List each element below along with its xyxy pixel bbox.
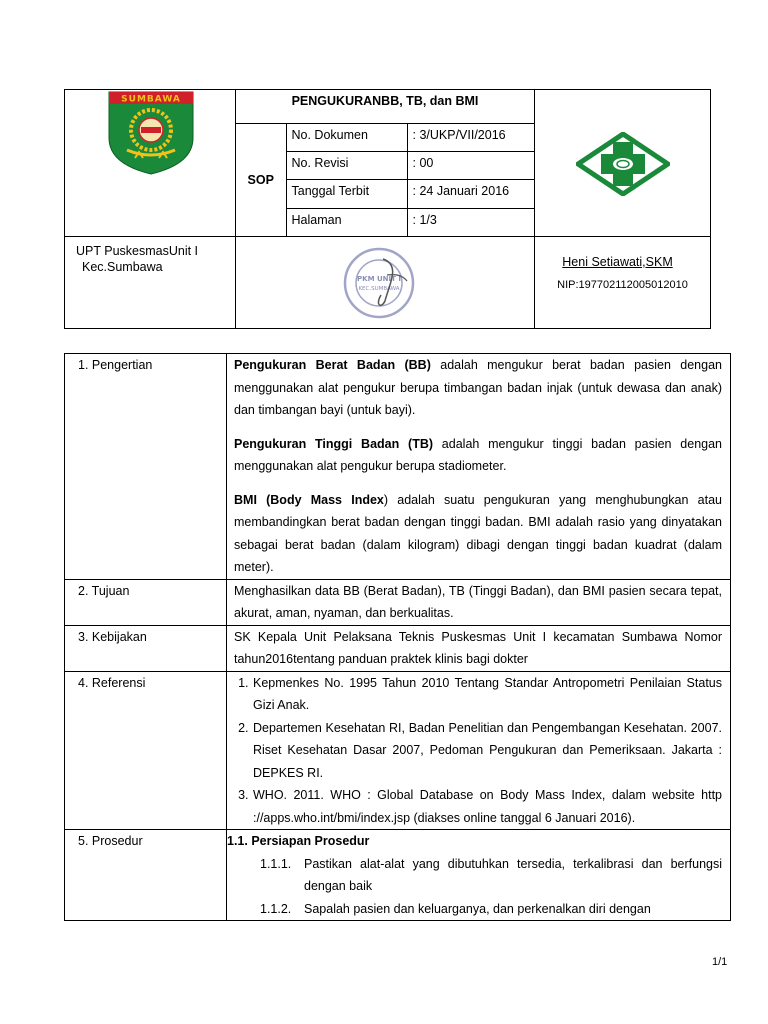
- reference-item: 3. WHO. 2011. WHO : Global Database on Body Mass Index, dalam website http ://apps.who.int/bmi/index.jsp (diakses online tanggal 6 Januari 2016).: [252, 784, 722, 829]
- definition-term: Pengukuran Tinggi Badan (TB): [234, 436, 434, 451]
- official-stamp: [331, 245, 427, 324]
- document-title: PENGUKURANBB, TB, dan BMI: [236, 90, 534, 124]
- field-value-no-revisi: : 00: [407, 152, 534, 180]
- definition-bb: [234, 354, 722, 422]
- procedure-step: [227, 853, 722, 898]
- signer-name: Heni Setiawati,SKM: [562, 255, 673, 269]
- reference-item: 2. Departemen Kesehatan RI, Badan Penelitian dan Pengembangan Kesehatan. 2007. Riset Kesehatan Dasar 2007, Pedoman Pengukuran dan Pemeriksaan. Jakarta : DEPKES RI.: [252, 717, 722, 785]
- section-tujuan: [65, 579, 731, 625]
- definition-term: Pengukuran Berat Badan (BB): [234, 358, 431, 372]
- reference-item: 1. Kepmenkes No. 1995 Tahun 2010 Tentang Standar Antropometri Penilaian Status Gizi Anak.: [252, 672, 722, 717]
- section-body: Menghasilkan data BB (Berat Badan), TB (Tinggi Badan), dan BMI pasien secara tepat, akurat, aman, nyaman, dan berkualitas.: [227, 579, 731, 625]
- section-label: 3. Kebijakan: [65, 625, 227, 671]
- sop-label: SOP: [236, 124, 286, 236]
- step-text: Pastikan alat-alat yang dibutuhkan tersedia, terkalibrasi dan berfungsi dengan baik: [304, 856, 722, 893]
- field-label-halaman: Halaman: [286, 208, 407, 236]
- definition-bmi: [234, 489, 722, 579]
- step-number: 1.1.1.: [260, 856, 292, 871]
- field-value-halaman: : 1/3: [407, 208, 534, 236]
- sop-header-table: [64, 89, 711, 329]
- sumbawa-crest-icon: [105, 90, 197, 176]
- sop-content-table: [64, 353, 736, 921]
- organization-cell: [65, 237, 236, 329]
- organization-district: Kec.Sumbawa: [82, 260, 163, 274]
- section-body: [227, 354, 731, 580]
- field-value-no-dokumen: : 3/UKP/VII/2016: [412, 128, 506, 142]
- field-value-tanggal-terbit: : 24 Januari 2016: [407, 180, 534, 208]
- signer-nip: NIP:197702112005012010: [557, 279, 688, 291]
- field-label-no-revisi: No. Revisi: [286, 152, 407, 180]
- stamp-cell: [236, 237, 535, 329]
- document-info-cell: [236, 90, 535, 237]
- page-number: 1/1: [712, 956, 728, 968]
- section-body: SK Kepala Unit Pelaksana Teknis Puskesmas Unit I kecamatan Sumbawa Nomor tahun2016tentang panduan praktek klinis bagi dokter: [227, 625, 731, 671]
- signer-cell: [535, 237, 711, 329]
- document-fields-table: [236, 124, 534, 236]
- crest-banner-text: SUMBAWA: [121, 94, 181, 105]
- section-body: [227, 830, 731, 921]
- section-referensi: [65, 671, 731, 830]
- section-label: 4. Referensi: [65, 671, 227, 830]
- definition-term: BMI (Body Mass Index: [234, 492, 384, 507]
- puskesmas-logo-icon: [576, 132, 670, 196]
- section-label: 5. Prosedur: [65, 830, 227, 921]
- definition-text: ) adalah suatu pengukuran yang menghubungkan atau membandingkan berat badan dengan tinggi badan. BMI adalah rasio yang dinyatakan sebagai berat badan (dalam kilogram) dibagi dengan tinggi badan kuadrat (dalam meter).: [234, 492, 722, 574]
- official-stamp-icon: [331, 245, 427, 321]
- reference-list: [234, 672, 722, 830]
- puskesmas-logo-cell: [535, 90, 711, 237]
- section-pengertian: [65, 354, 731, 580]
- svg-text:PKM UNIT I: PKM UNIT I: [357, 275, 401, 283]
- section-body: [227, 671, 731, 830]
- section-prosedur: [65, 830, 731, 921]
- field-label-no-dokumen: No. Dokumen: [286, 124, 407, 152]
- svg-text:KEC.SUMBAWA: KEC.SUMBAWA: [358, 286, 400, 292]
- procedure-heading: 1.1. Persiapan Prosedur: [227, 834, 370, 848]
- step-text: Sapalah pasien dan keluarganya, dan perkenalkan diri dengan: [304, 901, 651, 916]
- regency-logo-cell: [65, 90, 236, 237]
- section-kebijakan: [65, 625, 731, 671]
- section-label: 1. Pengertian: [65, 354, 227, 580]
- field-label-tanggal-terbit: Tanggal Terbit: [286, 180, 407, 208]
- section-label: 2. Tujuan: [65, 579, 227, 625]
- definition-text: adalah mengukur tinggi badan pasien dengan menggunakan alat pengukur berupa stadiometer.: [234, 436, 723, 473]
- procedure-step: [227, 898, 722, 921]
- step-number: 1.1.2.: [260, 901, 292, 916]
- definition-text: adalah mengukur berat badan pasien dengan menggunakan alat pengukur berupa timbangan badan injak (untuk dewasa dan anak) dan timbangan bayi (untuk bayi).: [234, 358, 722, 417]
- definition-tb: [234, 433, 722, 478]
- organization-name: UPT PuskesmasUnit I: [76, 244, 199, 258]
